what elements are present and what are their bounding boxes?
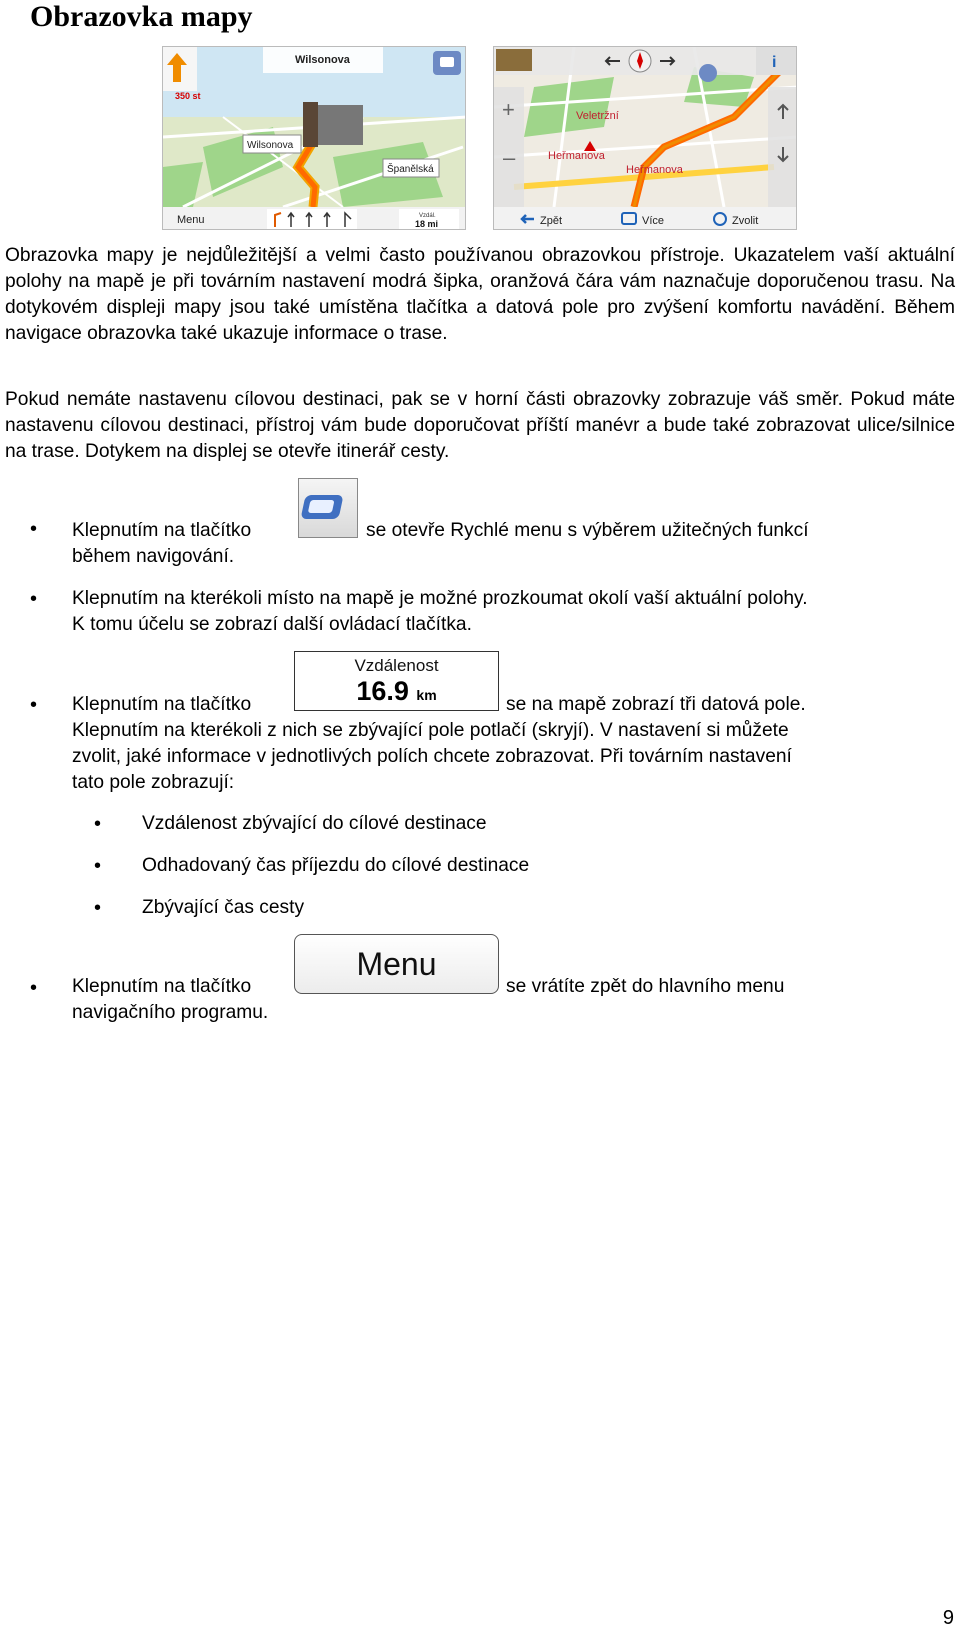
distance-field-value: 16.9 <box>356 676 409 706</box>
map-back-button[interactable]: Zpět <box>540 215 563 227</box>
distance-field-label: Vzdálenost <box>354 656 439 675</box>
menu-button-image: Menu <box>294 934 499 994</box>
map-street-label: Heřmanova <box>626 164 683 176</box>
sub-bullet-text: Odhadovaný čas příjezdu do cílové destinace <box>142 855 530 876</box>
bullet-text: Klepnutím na tlačítko <box>72 520 252 541</box>
quick-menu-button-image <box>298 478 358 538</box>
map-distance-value: 18 mi <box>415 219 439 229</box>
bullet-text: tato pole zobrazují: <box>72 772 235 793</box>
bullet-text: Klepnutím na tlačítko <box>72 976 252 997</box>
map-select-button[interactable]: Zvolit <box>732 215 759 227</box>
bullet-text: během navigování. <box>72 546 235 567</box>
bullet-marker: • <box>30 588 38 610</box>
sub-bullet-marker: • <box>94 813 102 835</box>
quick-menu-icon <box>299 479 357 537</box>
intro-paragraph: Obrazovka mapy je nejdůležitější a velmi často používanou obrazovkou přístroje. Ukazatelem vaší aktuální polohy na mapě je při továrním nastavení modrá šipka, oranžová čára vám naznačuje doporučenou trasu. Na dotykovém displeji mapy jsou také umístěna tlačítka a datová pole pro zvýšení komfortu navádění. Během navigace obrazovka také ukazuje informace o trase. <box>5 245 955 344</box>
map-street-label: Veletržní <box>576 110 619 122</box>
bullet-text: Klepnutím na kterékoli místo na mapě je možné prozkoumat okolí vaší aktuální polohy. <box>72 588 808 609</box>
map-menu-button[interactable]: Menu <box>177 214 205 226</box>
sub-bullet-text: Vzdálenost zbývající do cílové destinace <box>142 813 487 834</box>
bullet-text: navigačního programu. <box>72 1002 269 1023</box>
bullet-marker: • <box>30 977 38 999</box>
sub-bullet-marker: • <box>94 855 102 877</box>
map-screenshot-navigation <box>162 46 466 230</box>
distance-field-unit: km <box>416 687 437 703</box>
svg-text:–: – <box>503 145 516 170</box>
svg-text:+: + <box>502 97 515 122</box>
sub-bullet-text: Zbývající čas cesty <box>142 897 305 918</box>
page-title: Obrazovka mapy <box>30 0 253 33</box>
map-street-label: Heřmanova <box>548 150 605 162</box>
map-more-button[interactable]: Více <box>642 215 665 227</box>
map-street-label: Wilsonova <box>247 140 294 151</box>
bullet-text: Klepnutím na kterékoli z nich se zbývající pole potlačí (skryjí). V nastavení si můžete <box>72 720 789 741</box>
bullet-text: se otevře Rychlé menu s výběrem užitečných funkcí <box>366 520 809 541</box>
destination-paragraph: Pokud nemáte nastavenu cílovou destinaci, pak se v horní části obrazovky zobrazuje váš směr. Pokud máte nastavenu cílovou destinaci, přístroj vám bude doporučovat příští manévr a bude také zobrazovat ulice/silnice na trase. Dotykem na displej se otevře itinerář cesty. <box>5 389 955 462</box>
sub-bullet-marker: • <box>94 897 102 919</box>
bullet-text: Klepnutím na tlačítko <box>72 694 252 715</box>
bullet-marker: • <box>30 518 38 540</box>
map-screenshot-browse <box>493 46 797 230</box>
bullet-text: se vrátíte zpět do hlavního menu <box>506 976 785 997</box>
turn-distance-text: 350 st <box>175 91 201 101</box>
bullet-text: se na mapě zobrazí tři datová pole. <box>506 694 806 715</box>
map-distance-label: Vzdál. <box>419 213 436 219</box>
distance-field-image <box>294 651 499 711</box>
bullet-text: K tomu účelu se zobrazí další ovládací tlačítka. <box>72 614 472 635</box>
bullet-marker: • <box>30 694 38 716</box>
page-number: 9 <box>942 1607 954 1629</box>
current-street-text: Wilsonova <box>295 54 350 66</box>
svg-text:i: i <box>772 54 777 71</box>
map-street-label: Španělská <box>387 164 434 175</box>
bullet-text: zvolit, jaké informace v jednotlivých polích chcete zobrazovat. Při továrním nastavení <box>72 746 792 767</box>
